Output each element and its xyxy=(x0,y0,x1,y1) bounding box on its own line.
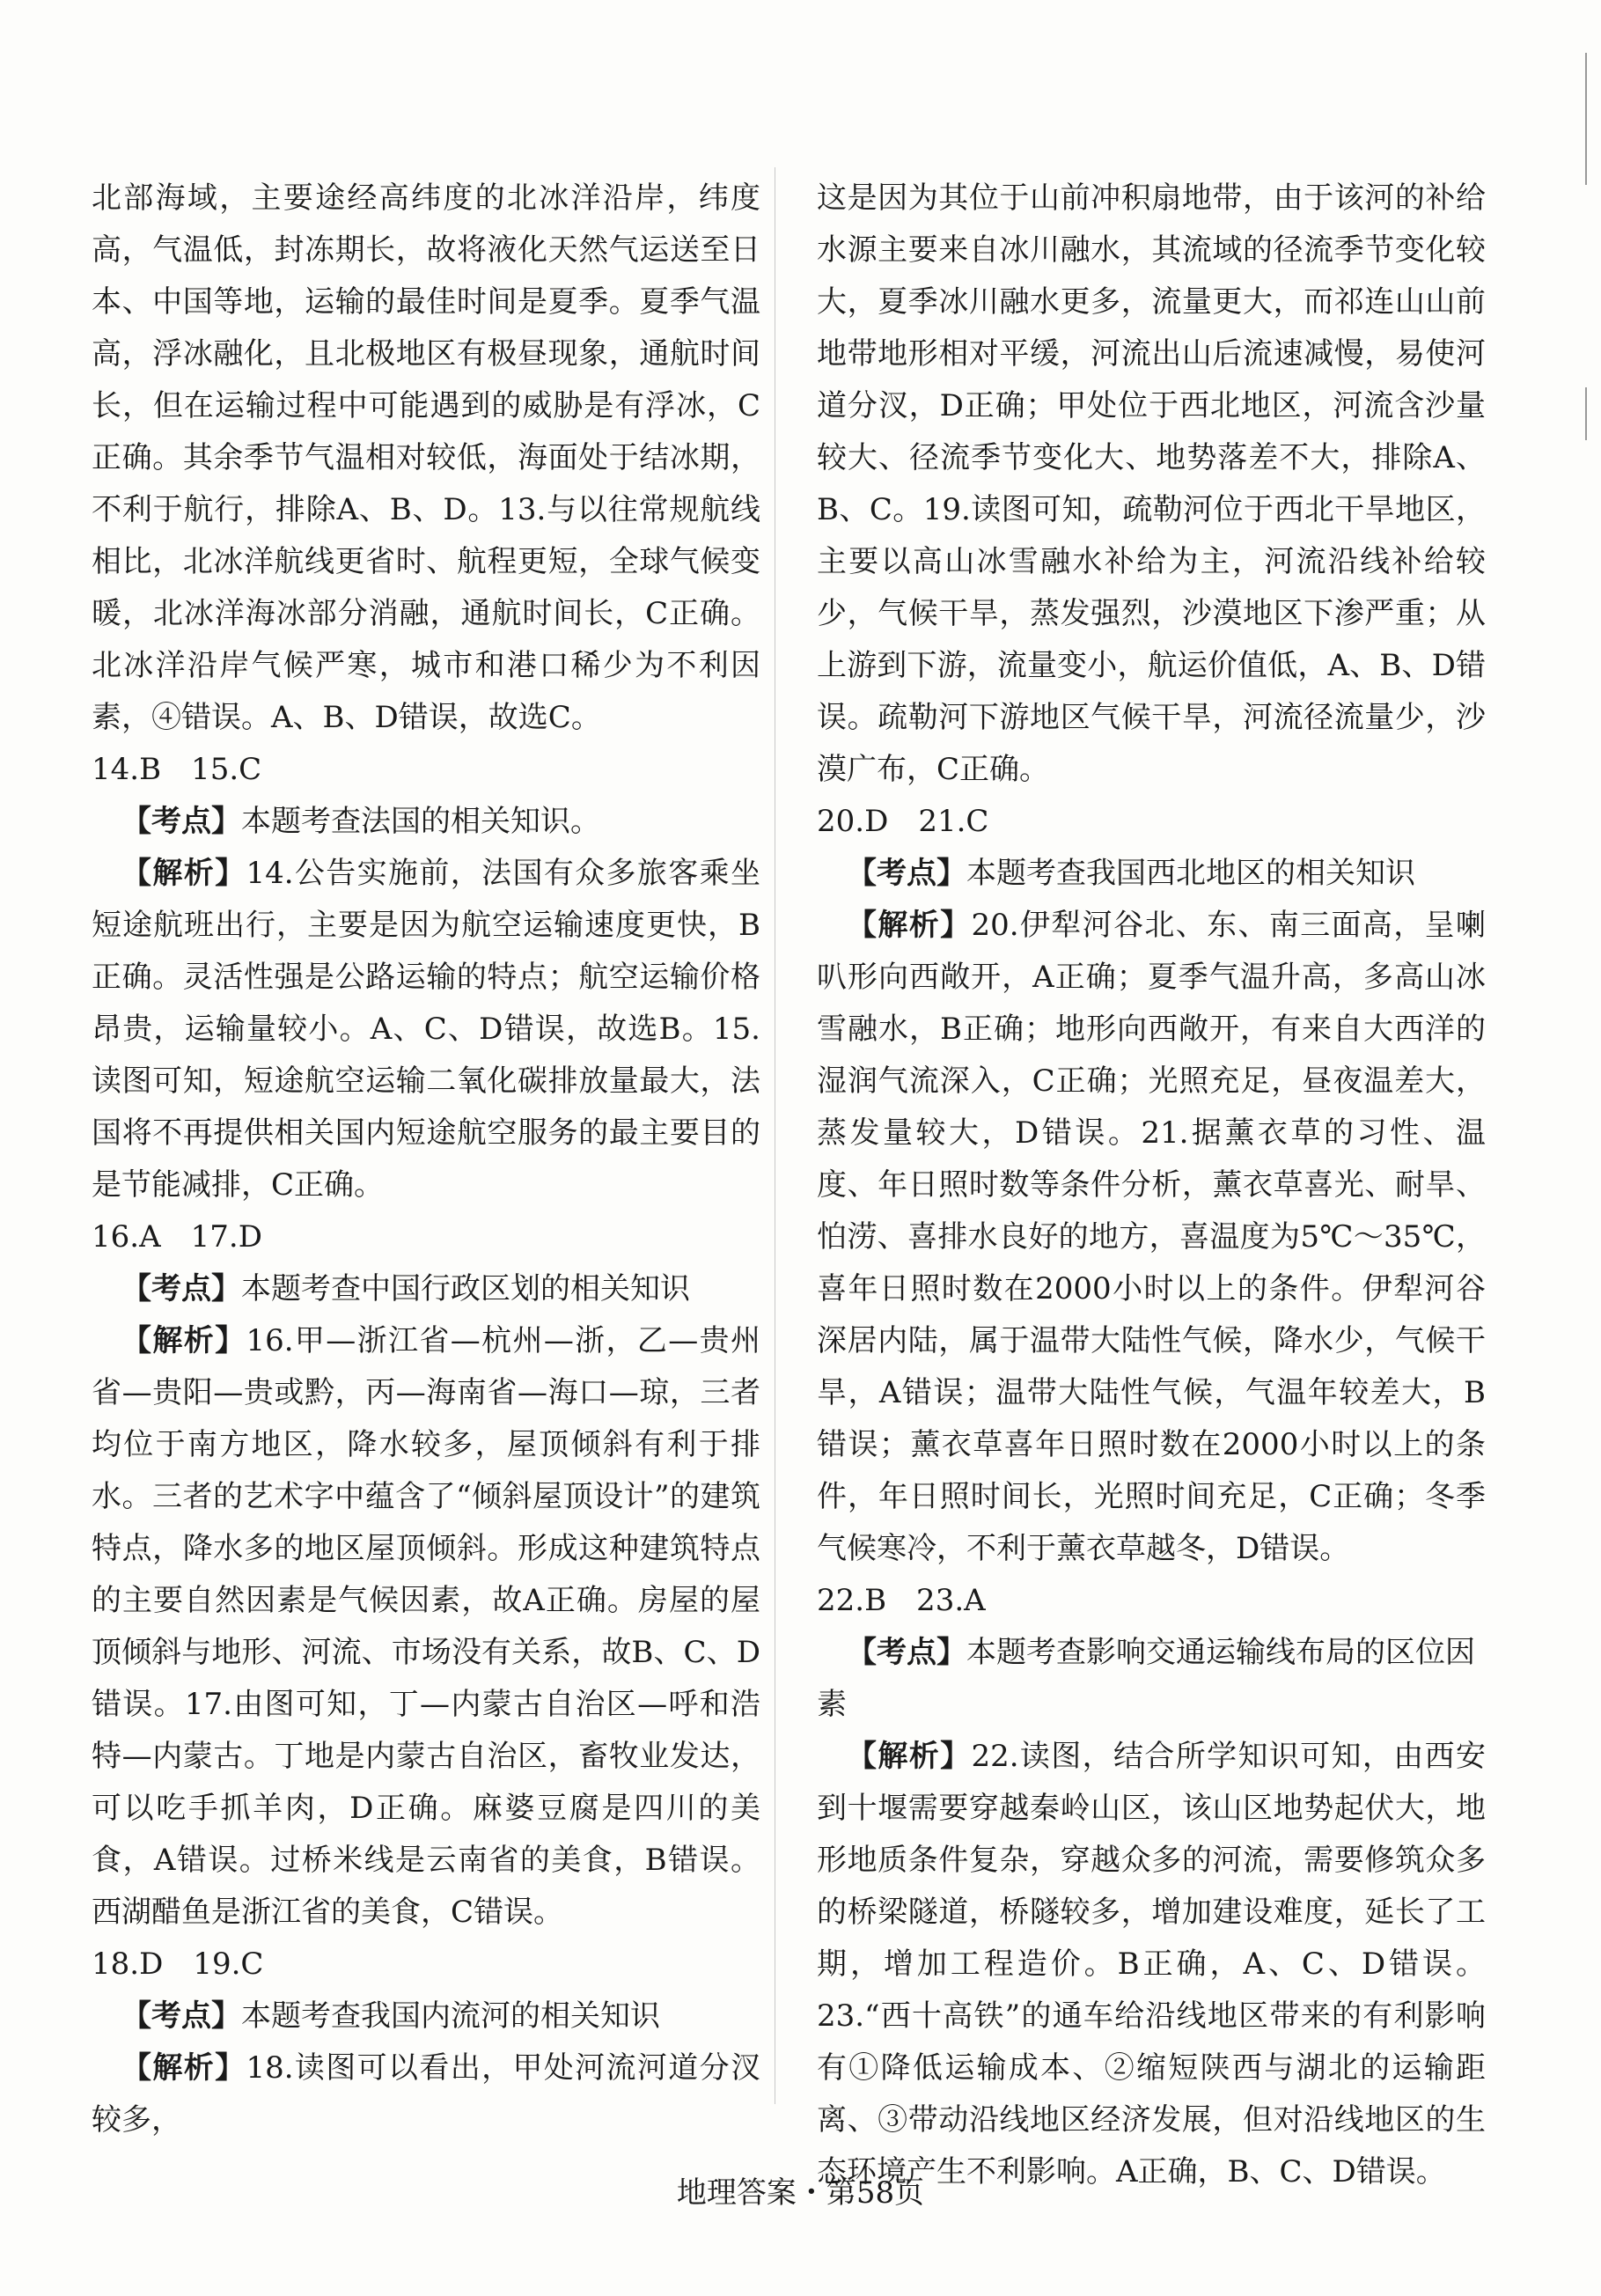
jiexi-paragraph xyxy=(92,1315,760,1939)
jiexi-text: 14.公告实施前，法国有众多旅客乘坐短途航班出行，主要是因为航空运输速度更快，B正确。灵活性强是公路运输的特点；航空运输价格昂贵，运输量较小。A、C、D错误，故选B。15.读图可知，短途航空运输二氧化碳排放量最大，法国将不再提供相关国内短途航空服务的最主要目的是节能减排，C正确。 xyxy=(92,856,761,1203)
answer-line: 14.B 15.C xyxy=(92,752,262,787)
right-column xyxy=(817,173,1486,2198)
jiexi-tag: 【解析】 xyxy=(121,2050,246,2086)
answer-line: 18.D 19.C xyxy=(92,1946,264,1982)
kaodian-text: 本题考查我国内流河的相关知识 xyxy=(241,1998,660,2034)
jiexi-text: 22.读图，结合所学知识可知，由西安到十堰需要穿越秦岭山区，该山区地势起伏大，地形地质条件复杂，穿越众多的河流，需要修筑众多的桥梁隧道，桥隧较多，增加建设难度，延长了工期，增加工程造价。B正确，A、C、D错误。23.“西十高铁”的通车给沿线地区带来的有利影响有①降低运输成本、②缩短陕西与湖北的运输距离、③带动沿线地区经济发展，但对沿线地区的生态环境产生不利影响。A正确，B、C、D错误。 xyxy=(817,1739,1487,2189)
kaodian-text: 本题考查中国行政区划的相关知识 xyxy=(241,1271,690,1306)
answer-line: 16.A 17.D xyxy=(92,1219,262,1255)
answer-line: 20.D 21.C xyxy=(817,804,989,839)
paragraph: 这是因为其位于山前冲积扇地带，由于该河的补给水源主要来自冰川融水，其流域的径流季节变化较大，夏季冰川融水更多，流量更大，而祁连山山前地带地形相对平缓，河流出山后流速减慢，易使河道分汊，D正确；甲处位于西北地区，河流含沙量较大、径流季节变化大、地势落差不大，排除A、B、C。19.读图可知，疏勒河位于西北干旱地区，主要以高山冰雪融水补给为主，河流沿线补给较少，气候干旱，蒸发强烈，沙漠地区下渗严重；从上游到下游，流量变小，航运价值低，A、B、D错误。疏勒河下游地区气候干旱，河流径流量少，沙漠广布，C正确。 xyxy=(817,180,1486,787)
kaodian-line xyxy=(817,848,1486,900)
kaodian-tag: 【考点】 xyxy=(847,856,966,891)
kaodian-tag: 【考点】 xyxy=(121,1271,241,1306)
kaodian-tag: 【考点】 xyxy=(121,1998,241,2034)
jiexi-tag: 【解析】 xyxy=(847,908,972,943)
jiexi-paragraph xyxy=(92,848,760,1211)
kaodian-line xyxy=(92,796,760,848)
jiexi-paragraph xyxy=(817,1731,1486,2198)
kaodian-text: 本题考查我国西北地区的相关知识 xyxy=(966,856,1415,891)
jiexi-text: 16.甲—浙江省—杭州—浙，乙—贵州省—贵阳—贵或黔，丙—海南省—海口—琼，三者均位于南方地区，降水较多，屋顶倾斜有利于排水。三者的艺术字中蕴含了“倾斜屋顶设计”的建筑特点，降水多的地区屋顶倾斜。形成这种建筑特点的主要自然因素是气候因素，故A正确。房屋的屋顶倾斜与地形、河流、市场没有关系，故B、C、D错误。17.由图可知，丁—内蒙古自治区—呼和浩特—内蒙古。丁地是内蒙古自治区，畜牧业发达，可以吃手抓羊肉，D正确。麻婆豆腐是四川的美食，A错误。过桥米线是云南省的美食，B错误。西湖醋鱼是浙江省的美食，C错误。 xyxy=(92,1323,761,1930)
page-footer: 地理答案・第58页 xyxy=(676,2175,925,2211)
kaodian-tag: 【考点】 xyxy=(121,804,241,839)
jiexi-text: 20.伊犁河谷北、东、南三面高，呈喇叭形向西敞开，A正确；夏季气温升高，多高山冰雪融水，B正确；地形向西敞开，有来自大西洋的湿润气流深入，C正确；光照充足，昼夜温差大，蒸发量较大，D错误。21.据薰衣草的习性、温度、年日照时数等条件分析，薰衣草喜光、耐旱、怕涝、喜排水良好的地方，喜温度为5℃～35℃，喜年日照时数在2000小时以上的条件。伊犁河谷深居内陆，属于温带大陆性气候，降水少，气候干旱，A错误；温带大陆性气候，气温年较差大，B错误；薰衣草喜年日照时数在2000小时以上的条件，年日照时间长，光照时间充足，C正确；冬季气候寒冷，不利于薰衣草越冬，D错误。 xyxy=(817,908,1487,1566)
answer-line: 22.B 23.A xyxy=(817,1583,986,1618)
kaodian-line xyxy=(92,1991,760,2042)
kaodian-tag: 【考点】 xyxy=(847,1635,966,1670)
jiexi-tag: 【解析】 xyxy=(121,856,246,891)
jiexi-paragraph xyxy=(817,900,1486,1575)
jiexi-text: 18.读图可以看出，甲处河流河道分汊较多， xyxy=(92,2050,761,2138)
kaodian-line xyxy=(817,1627,1486,1731)
paragraph: 北部海域，主要途经高纬度的北冰洋沿岸，纬度高，气温低，封冻期长，故将液化天然气运送至日本、中国等地，运输的最佳时间是夏季。夏季气温高，浮冰融化，且北极地区有极昼现象，通航时间长，但在运输过程中可能遇到的威胁是有浮冰，C正确。其余季节气温相对较低，海面处于结冰期，不利于航行，排除A、B、D。13.与以往常规航线相比，北冰洋航线更省时、航程更短，全球气候变暖，北冰洋海冰部分消融，通航时间长，C正确。北冰洋沿岸气候严寒，城市和港口稀少为不利因素，④错误。A、B、D错误，故选C。 xyxy=(92,180,760,735)
jiexi-tag: 【解析】 xyxy=(847,1739,972,1774)
kaodian-text: 本题考查法国的相关知识。 xyxy=(241,804,600,839)
left-column xyxy=(92,173,760,2146)
scan-edge-mark xyxy=(1585,53,1587,185)
jiexi-paragraph xyxy=(92,2042,760,2146)
kaodian-text: 本题考查影响交通运输线布局的区位因素 xyxy=(817,1635,1475,1722)
jiexi-tag: 【解析】 xyxy=(121,1323,246,1358)
scan-edge-mark xyxy=(1585,387,1587,440)
kaodian-line xyxy=(92,1263,760,1315)
